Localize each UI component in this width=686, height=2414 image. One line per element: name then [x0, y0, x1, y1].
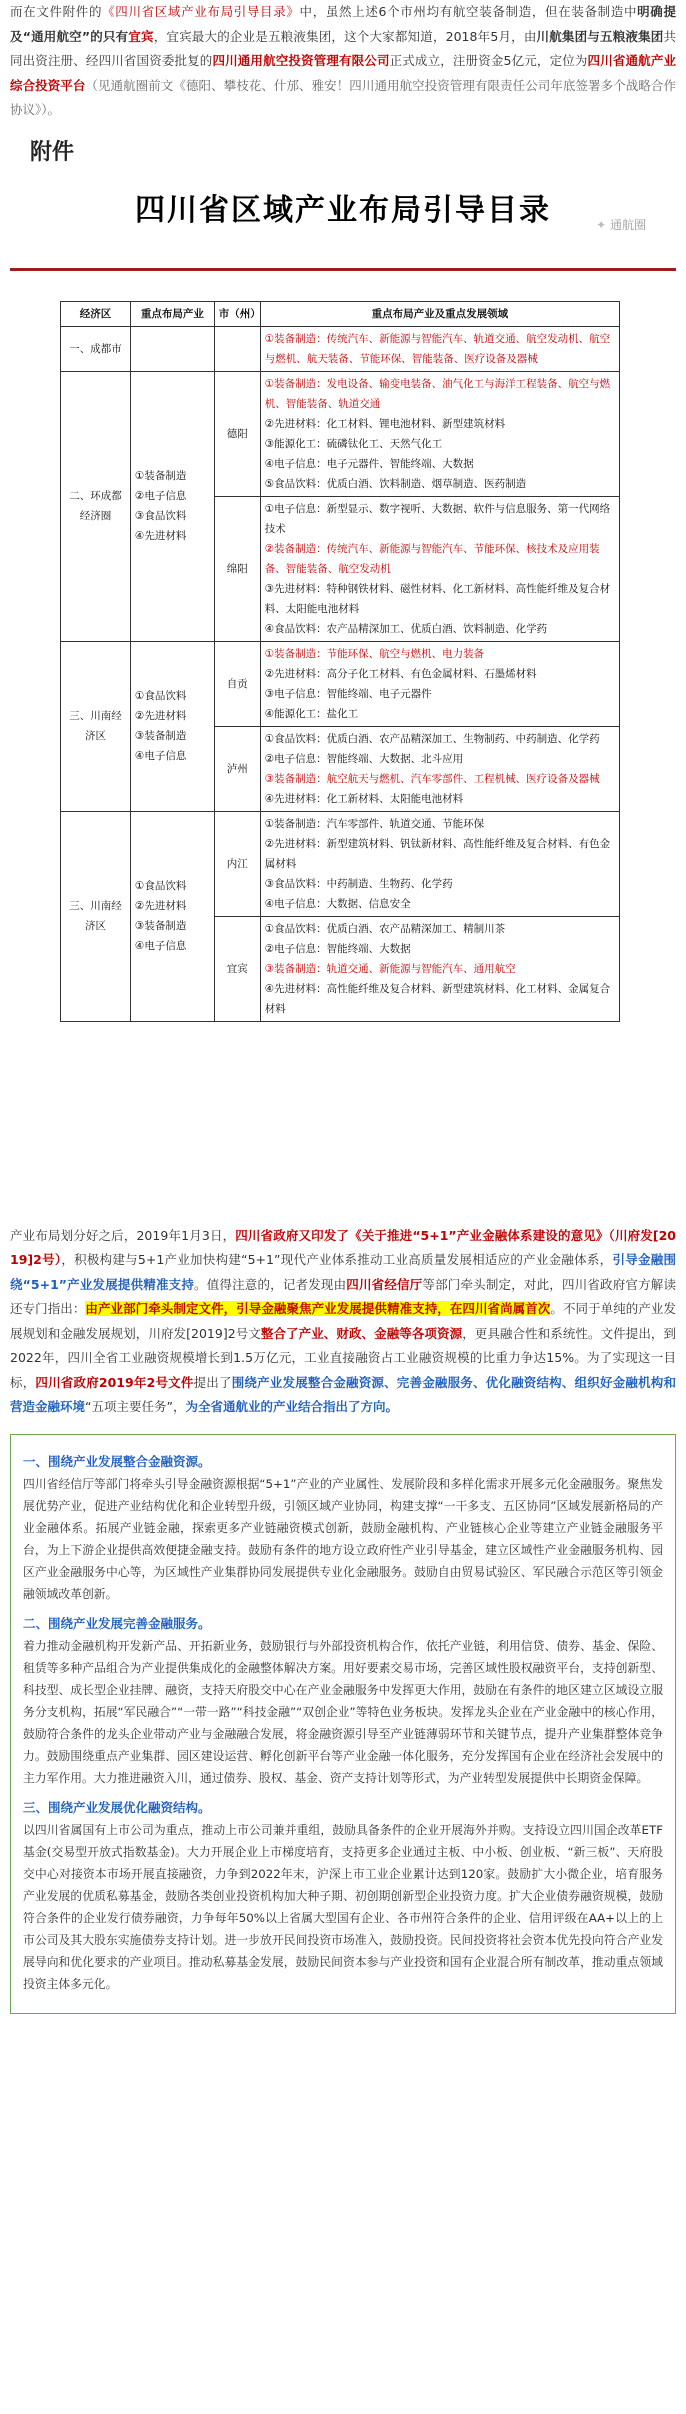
table-row	[61, 641, 620, 726]
city-cell: 德阳	[214, 371, 260, 496]
header-cell: 市（州）	[214, 301, 260, 326]
detail-line: ①装备制造：传统汽车、新能源与智能汽车、轨道交通、航空发动机、航空与燃机、航天装备、节能环保、智能装备、医疗设备及器械	[264, 332, 611, 365]
section-heading-1: 一、围绕产业发展整合金融资源。	[23, 1453, 211, 1469]
detail-cell	[260, 641, 619, 726]
intro-text: 正式成立，注册资金5亿元，定位为	[389, 53, 588, 68]
intro-emphasis: 川航集团与五粮液集团	[536, 28, 664, 44]
integration-highlight: 整合了产业、财政、金融等各项资源	[260, 1325, 463, 1341]
doc-number-highlight: 四川省政府2019年2号文件	[35, 1374, 194, 1390]
catalog-document	[10, 171, 676, 1216]
catalog-link[interactable]: 《四川省区域产业布局引导目录》	[102, 4, 300, 19]
detail-line: ②电子信息：智能终端、大数据	[264, 942, 411, 955]
policy-text: ，积极构建与5+1产业加快构建“5+1”现代产业体系推动工业高质量发展相适应的产业金融体系，	[61, 1252, 613, 1267]
detail-cell	[260, 726, 619, 811]
detail-line: ④先进材料：高性能纤维及复合材料、新型建筑材料、化工材料、金属复合材料	[264, 982, 611, 1015]
intro-text: 而在文件附件的	[10, 4, 103, 19]
document-title: 四川省区域产业布局引导目录	[135, 192, 551, 228]
policy-doc-highlight: 四川省政府又印发了《关于推进“5+1”产业金融体系建设的意见》（川府发[2019]2号）	[10, 1227, 677, 1267]
detail-line: ③食品饮料：中药制造、生物药、化学药	[264, 877, 453, 890]
detail-line: ①装备制造：汽车零部件、轨道交通、节能环保	[264, 817, 485, 830]
direction-highlight: 为全省通航业的产业结合指出了方向。	[185, 1399, 398, 1414]
industry-cell	[130, 326, 214, 371]
tasks-box	[10, 1434, 676, 2014]
table-header-row	[61, 301, 620, 326]
department-highlight: 四川省经信厅	[346, 1276, 423, 1292]
zone-cell: 三、川南经济区	[61, 811, 131, 1021]
detail-line: ③先进材料：特种钢铁材料、磁性材料、化工新材料、高性能纤维及复合材料、太阳能电池材料	[264, 582, 611, 615]
header-cell: 经济区	[61, 301, 131, 326]
detail-line: ②装备制造：传统汽车、新能源与智能汽车、节能环保、核技术及应用装备、智能装备、航空发动机	[264, 542, 600, 575]
policy-text: 。值得注意的，记者发现由	[194, 1276, 347, 1292]
industry-cell: ①装备制造 ②电子信息 ③食品饮料 ④先进材料	[130, 371, 214, 641]
city-cell: 自贡	[214, 641, 260, 726]
intro-text: ，宜宾最大的企业是五粮液集团，这个大家都知道，2018年5月，由	[153, 28, 537, 44]
zone-cell: 一、成都市	[61, 326, 131, 371]
detail-line: ④电子信息：电子元器件、智能终端、大数据	[264, 457, 474, 470]
detail-cell	[260, 811, 619, 916]
detail-line: ①食品饮料：优质白酒、农产品精深加工、精制川茶	[264, 922, 506, 935]
table-row	[61, 326, 620, 371]
city-cell: 内江	[214, 811, 260, 916]
section-heading-2: 二、围绕产业发展完善金融服务。	[23, 1615, 211, 1631]
watermark-logo: ✦ 通航圈	[596, 213, 646, 237]
document-header	[10, 171, 676, 271]
detail-line: ①电子信息：新型显示、数字视听、大数据、软件与信息服务、第一代网络技术	[264, 502, 611, 535]
detail-line: ②先进材料：新型建筑材料、钒钛新材料、高性能纤维及复合材料、有色金属材料	[264, 837, 611, 870]
policy-text: ，更具融合性和系统性。文件提出，到2022年，四川全省工业融资规模增长到1.5万亿元，工业直接融资占工业融资规模的比重力争达15%。为了实现这一目标，	[10, 1325, 676, 1390]
detail-line: ③装备制造：轨道交通、新能源与智能汽车、通用航空	[264, 962, 516, 975]
detail-line: ②电子信息：智能终端、大数据、北斗应用	[264, 752, 464, 765]
detail-line: ④电子信息：大数据、信息安全	[264, 897, 411, 910]
platform-highlight: 四川省通航产业综合投资平台	[10, 53, 676, 93]
section-text-1: 四川省经信厅等部门将牵头引导金融资源根据“5+1”产业的产业属性、发展阶段和多样化需求开展多元化金融服务。聚焦发展优势产业，促进产业结构优化和企业转型升级，引领区域产业协同，构建支撑“一干多支、五区协同”区域发展新格局的产业金融体系。拓展产业链金融，探索更多产业链融资模式创新，鼓励金融机构、产业链核心企业等建立产业链金融服务平台，为上下游企业提供高效便捷金融支持。鼓励有条件的地方设立政府性产业引导基金，建立区域性产业金融服务机构、园区产业金融服务中心等，为区域性产业集群协同发展提供专业化金融服务。鼓励自由贸易试验区、军民融合示范区等引领金融领域改革创新。	[23, 1476, 663, 1601]
policy-text: “五项主要任务”，	[85, 1399, 186, 1414]
detail-line: ③能源化工：硫磷钛化工、天然气化工	[264, 437, 443, 450]
intro-paragraph	[10, 0, 676, 123]
detail-line: ②先进材料：高分子化工材料、有色金属材料、石墨烯材料	[264, 667, 537, 680]
detail-line: ②先进材料：化工材料、锂电池材料、新型建筑材料	[264, 417, 506, 430]
table-row	[61, 811, 620, 916]
policy-paragraph	[10, 1224, 676, 1420]
city-cell	[214, 326, 260, 371]
detail-cell	[260, 371, 619, 496]
reference-note[interactable]: （见通航圈前文《德阳、攀枝花、什邡、雅安！四川通用航空投资管理有限责任公司年底签署多个战略合作协议》）。	[10, 77, 676, 117]
company-highlight: 四川通用航空投资管理有限公司	[212, 53, 390, 68]
first-time-highlight: 由产业部门牵头制定文件，引导金融聚焦产业发展提供精准支持，在四川省尚属首次	[85, 1301, 551, 1316]
header-cell: 重点布局产业	[130, 301, 214, 326]
detail-line: ③装备制造：航空航天与燃机、汽车零部件、工程机械、医疗设备及器械	[264, 772, 600, 785]
intro-emphasis: 明确提及“通用航空”的只有	[10, 4, 676, 44]
table-row	[61, 371, 620, 496]
intro-text: 共同出资注册、经四川省国资委批复的	[10, 28, 676, 68]
detail-cell	[260, 916, 619, 1021]
detail-line: ③电子信息：智能终端、电子元器件	[264, 687, 432, 700]
city-cell: 泸州	[214, 726, 260, 811]
policy-text: 等部门牵头制定，对此，四川省政府官方解读还专门指出：	[10, 1276, 676, 1316]
yibin-highlight: 宜宾	[128, 28, 154, 44]
industry-cell: ①食品饮料 ②先进材料 ③装备制造 ④电子信息	[130, 641, 214, 811]
policy-text: 。不同于单纯的产业发展规划和金融发展规划，川府发[2019]2号文	[10, 1301, 676, 1341]
section-text-3: 以四川省属国有上市公司为重点，推动上市公司兼并重组，鼓励具备条件的企业开展海外并购。支持设立四川国企改革ETF基金(交易型开放式指数基金)。大力开展企业上市梯度培育，支持更多企业通过主板、中小板、创业板、“新三板”、天府股交中心对接资本市场开展直接融资，力争到2022年末，沪深上市工业企业累计达到120家。鼓励扩大小微企业，培育服务产业发展的优质私募基金，鼓励各类创业投资机构加大种子期、初创期创新型企业投资力度。扩大企业债券融资规模，鼓励符合条件的企业发行债券融资，力争每年50%以上省属大型国有企业、各市州符合条件的企业、信用评级在AA+以上的上市公司及其大股东实施债券支持计划。进一步放开民间投资市场准入，鼓励投资。民间投资将社会资本优先投向符合产业发展导向和优化要求的产业项目。推动私募基金发展，鼓励民间资本参与产业投资和国有企业混合所有制改革，推动重点领域投资主体多元化。	[23, 1822, 663, 1991]
section-heading-3: 三、围绕产业发展优化融资结构。	[23, 1799, 211, 1815]
detail-line: ①食品饮料：优质白酒、农产品精深加工、生物制药、中药制造、化学药	[264, 732, 600, 745]
policy-text: 产业布局划分好之后，2019年1月3日，	[10, 1227, 236, 1243]
zone-cell: 二、环成都经济圈	[61, 371, 131, 641]
tasks-highlight: 围绕产业发展整合金融资源、完善金融服务、优化融资结构、组织好金融机构和营造金融环境	[10, 1374, 676, 1414]
detail-line: ④食品饮料：农产品精深加工、优质白酒、饮料制造、化学药	[264, 622, 548, 635]
appendix-label: 附件	[30, 139, 75, 165]
detail-cell	[260, 326, 619, 371]
detail-line: ④先进材料：化工新材料、太阳能电池材料	[264, 792, 464, 805]
city-cell: 宜宾	[214, 916, 260, 1021]
policy-text: 提出了	[193, 1374, 232, 1390]
detail-line: ①装备制造：发电设备、输变电装备、油气化工与海洋工程装备、航空与燃机、智能装备、轨道交通	[264, 377, 611, 410]
header-cell: 重点布局产业及重点发展领域	[260, 301, 619, 326]
detail-line: ④能源化工：盐化工	[264, 707, 359, 720]
layout-catalog-table	[60, 301, 620, 1022]
zone-cell: 三、川南经济区	[61, 641, 131, 811]
section-text-2: 着力推动金融机构开发新产品、开拓新业务，鼓励银行与外部投资机构合作，依托产业链，利用信贷、债券、基金、保险、租赁等多种产品组合为产业提供集成化的金融整体解决方案。用好要素交易市场，完善区域性股权融资平台，支持创新型、科技型、成长型企业挂牌、融资，支持天府股交中心在产业金融服务中发挥更大作用，鼓励在有条件的地区建立区域设立服务分支机构，拓展“军民融合”“一带一路”“科技金融”“双创企业”等特色业务板块。发挥龙头企业在产业金融中的核心作用，鼓励符合条件的龙头企业带动产业与金融融合发展，将金融资源引导至产业链薄弱环节和关键节点，提升产业集群整体竞争力。鼓励围绕重点产业集群、园区建设运营、孵化创新平台等产业金融一体化服务，充分发挥国有企业在经济社会发展中的主力军作用。大力推进融资入川，通过债券、股权、基金、资产支持计划等形式，为产业转型发展提供中长期资金保障。	[23, 1638, 663, 1785]
city-cell: 绵阳	[214, 496, 260, 641]
policy-emphasis: 引导金融围绕“5+1”产业发展提供精准支持	[10, 1252, 676, 1292]
industry-cell: ①食品饮料 ②先进材料 ③装备制造 ④电子信息	[130, 811, 214, 1021]
detail-line: ①装备制造：节能环保、航空与燃机、电力装备	[264, 647, 485, 660]
intro-text: 中，虽然上述6个市州均有航空装备制造，但在装备制造中	[299, 4, 638, 19]
appendix-figure	[10, 135, 676, 1216]
detail-cell	[260, 496, 619, 641]
detail-line: ⑤食品饮料：优质白酒、饮料制造、烟草制造、医药制造	[264, 477, 527, 490]
